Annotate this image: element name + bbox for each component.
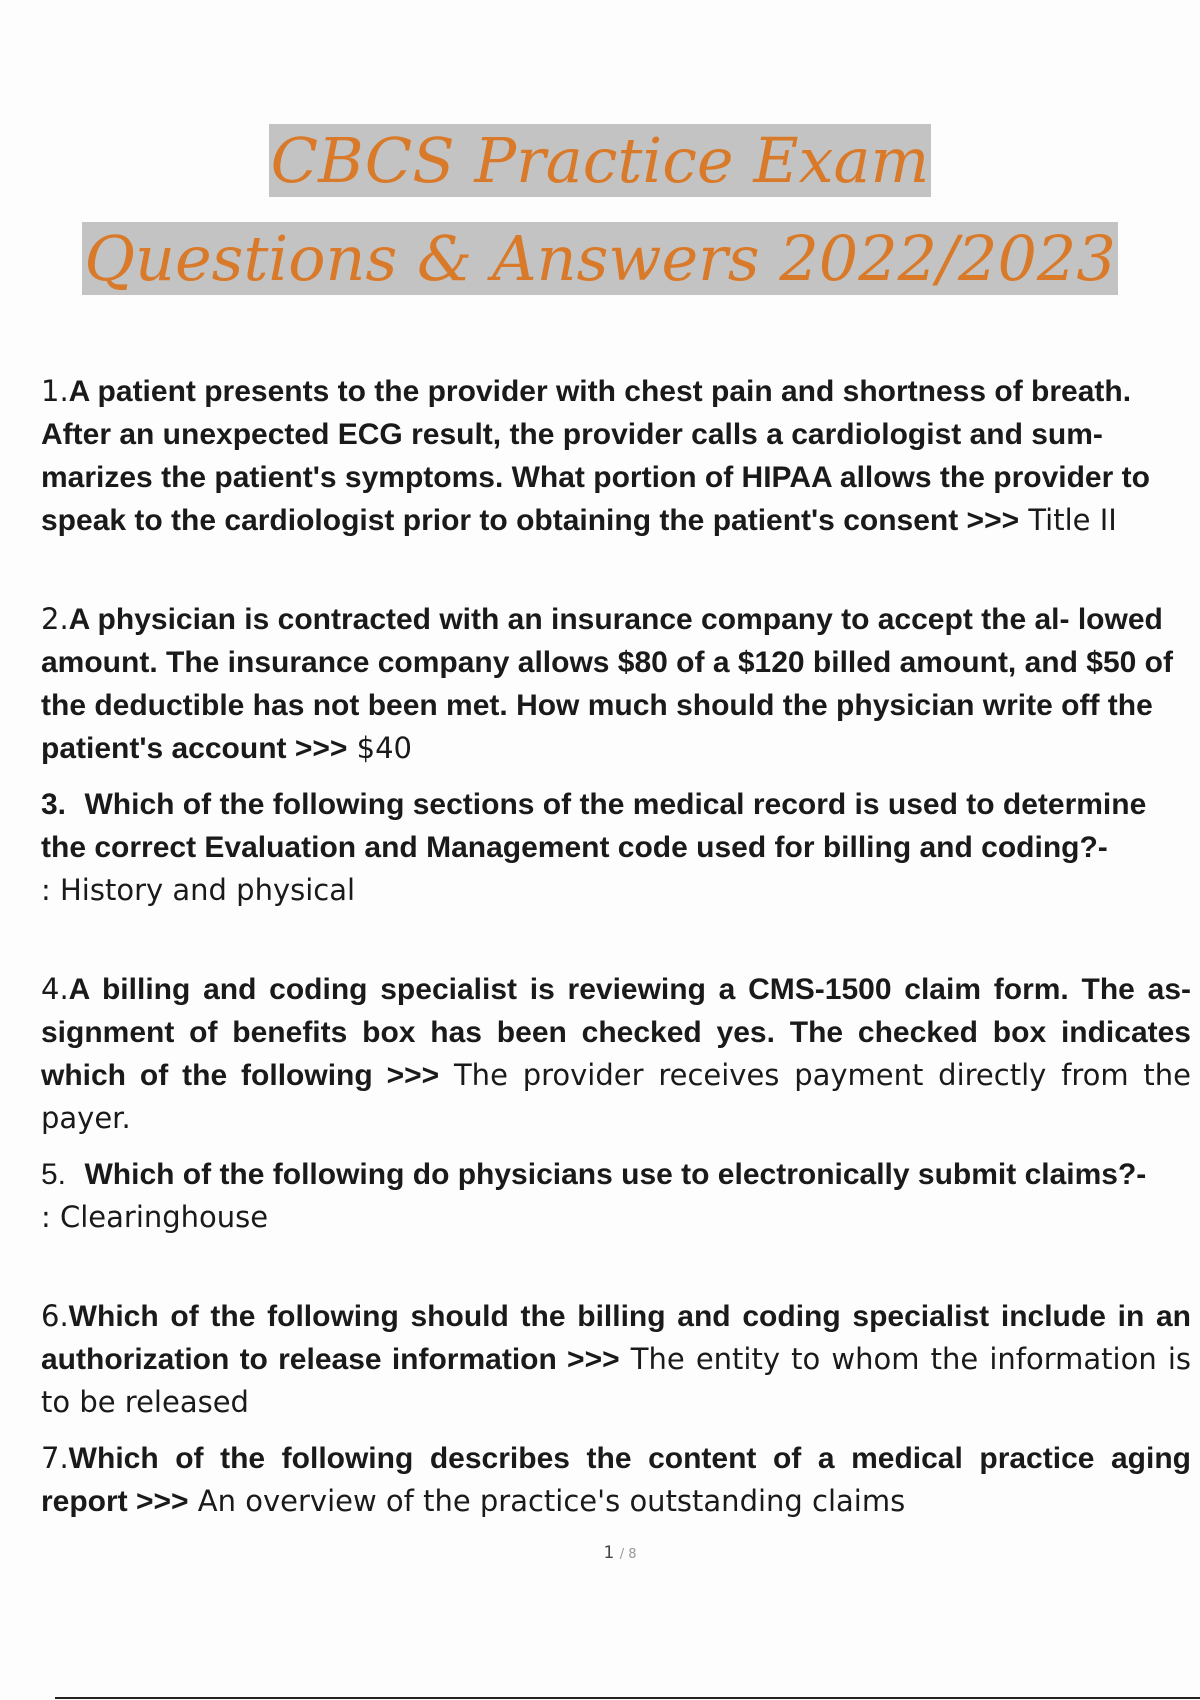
question-text: Which of the following should the billing and coding specialist include in an authorization to release information >>>	[41, 1300, 1191, 1376]
title-line-1	[0, 120, 1200, 202]
answer-text: An overview of the practice's outstanding claims	[197, 1484, 906, 1518]
question-7: 7.Which of the following describes the content of a medical practice aging report >>> An overview of the practice's outstanding claims	[41, 1441, 1191, 1518]
answer-text: : Clearinghouse	[41, 1200, 269, 1234]
question-3: 3. Which of the following sections of the medical record is used to determine the correct Evaluation and Management code used for billing and coding?- : History and physical	[41, 783, 1191, 911]
page-subtitle: Questions & Answers 2022/2023	[84, 222, 1116, 295]
question-4: 4.A billing and coding specialist is reviewing a CMS-1500 claim form. The as- signment of benefits box has been checked yes. The checked box indicates which of the following >>> The provider receives payment directly from the payer.	[41, 972, 1191, 1135]
question-text: A patient presents to the provider with chest pain and shortness of breath. After an unexpected ECG result, the provider calls a cardiologist and sum- marizes the patient's symptoms. What portion of HIPAA allows the provider to speak to the cardiologist prior to obtaining the patient's consent >>>	[41, 375, 1150, 537]
bottom-divider	[55, 1697, 1200, 1699]
question-text: Which of the following sections of the medical record is used to determine the correct Evaluation and Management code used for billing and coding?-	[41, 788, 1147, 864]
answer-text: The entity to whom the information is to be released	[41, 1342, 1192, 1419]
question-2: 2.A physician is contracted with an insurance company to accept the al- lowed amount. The insurance company allows $80 of a $120 billed amount, and $50 of the deductible has not been met. How much should the physician write off the patient's account >>> $40	[41, 602, 1173, 765]
answer-text: Title II	[1028, 503, 1117, 537]
answer-text: : History and physical	[41, 873, 356, 907]
page-total: / 8	[619, 1547, 637, 1562]
question-text: Which of the following describes the content of a medical practice aging report >>>	[41, 1442, 1191, 1518]
question-text: A billing and coding specialist is reviewing a CMS-1500 claim form. The as- signment of benefits box has been checked yes. The checked box indicates which of the following >>>	[41, 973, 1191, 1092]
question-5: 5. Which of the following do physicians use to electronically submit claims?- : Clearinghouse	[41, 1153, 1191, 1238]
question-6: 6.Which of the following should the billing and coding specialist include in an authorization to release information >>> The entity to whom the information is to be released	[41, 1299, 1192, 1419]
question-text: Which of the following do physicians use to electronically submit claims?-	[84, 1158, 1147, 1191]
answer-text: The provider receives payment directly from the payer.	[41, 1058, 1191, 1135]
title-line-2	[0, 218, 1200, 300]
question-text: A physician is contracted with an insurance company to accept the al- lowed amount. The insurance company allows $80 of a $120 billed amount, and $50 of the deductible has not been met. How much should the physician write off the patient's account >>>	[41, 603, 1173, 765]
page-title: CBCS Practice Exam	[270, 124, 930, 197]
question-1: 1.A patient presents to the provider with chest pain and shortness of breath. After an unexpected ECG result, the provider calls a cardiologist and sum- marizes the patient's symptoms. What portion of HIPAA allows the provider to speak to the cardiologist prior to obtaining the patient's consent >>> Title II	[41, 374, 1150, 537]
page-current: 1	[603, 1543, 615, 1563]
answer-text: $40	[356, 731, 412, 765]
page-indicator	[0, 1543, 1200, 1563]
